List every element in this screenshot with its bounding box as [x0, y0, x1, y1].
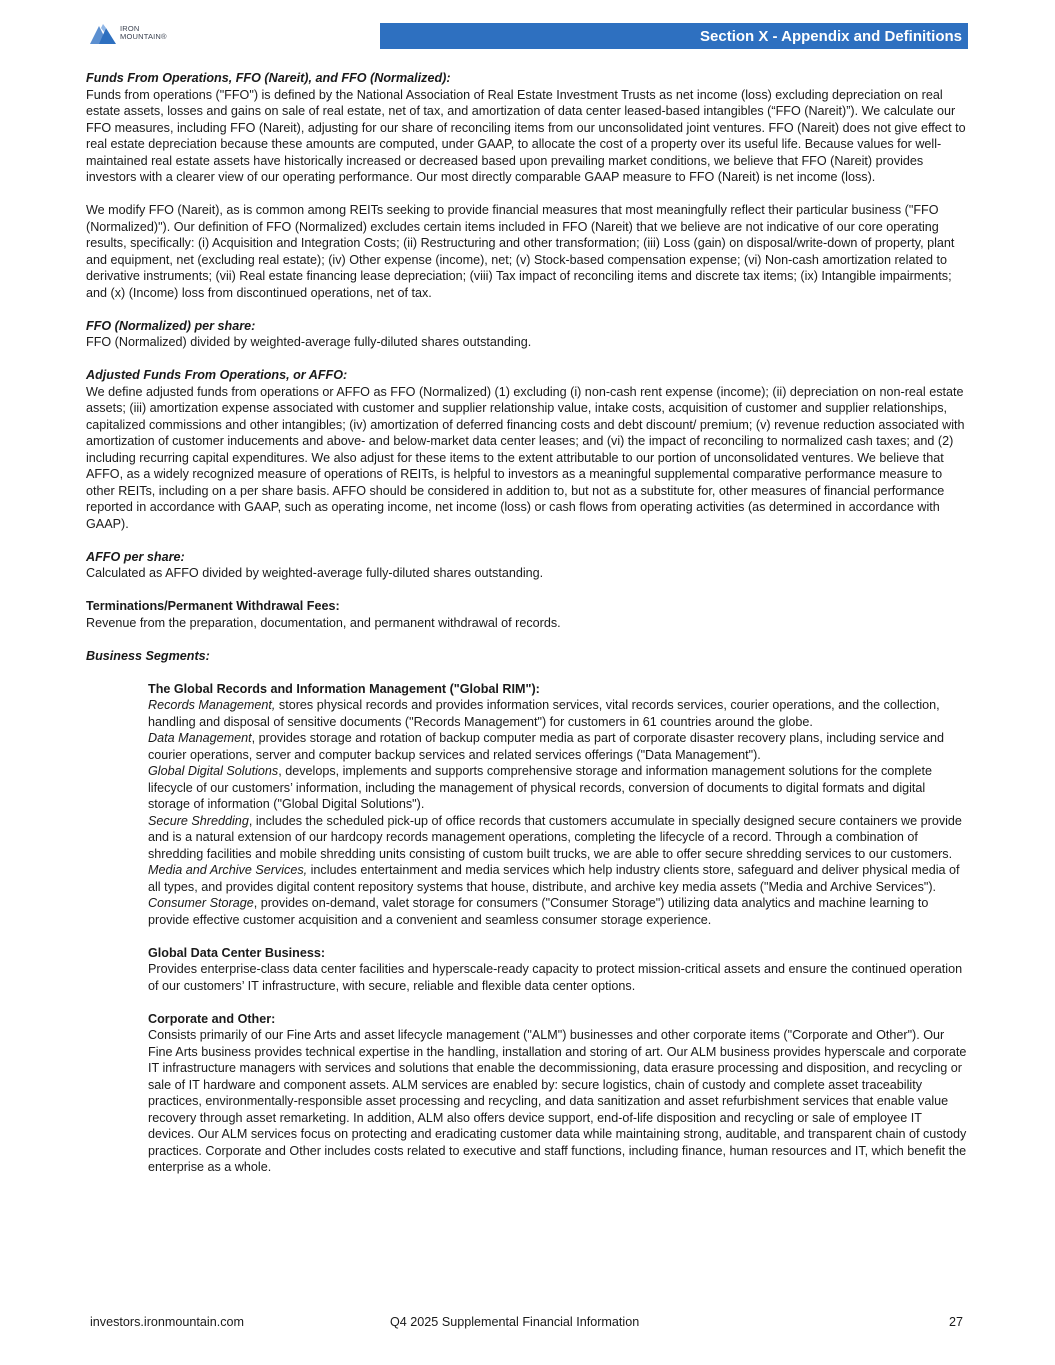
segment-item-name: Data Management: [148, 731, 252, 745]
logo-line-1: IRON: [120, 24, 140, 33]
segment-item-name: Media and Archive Services,: [148, 863, 308, 877]
footer-report-title: Q4 2025 Supplemental Financial Information: [390, 1315, 640, 1329]
segment-item-text: includes entertainment and media services which help industry clients store, safeguard and deliver physical media of all types, and provides digital content repository systems that house, distribute, and archive key media assets ("Media and Archive Services").: [148, 863, 960, 894]
segment-item-name: Records Management,: [148, 698, 276, 712]
global-rim-heading: The Global Records and Information Management ("Global RIM"):: [148, 681, 540, 696]
segment-item-records-management: [148, 697, 970, 730]
section-title: Section X - Appendix and Definitions: [700, 27, 962, 45]
segment-item-media-archive: [148, 862, 970, 895]
ffo-paragraph-2: We modify FFO (Nareit), as is common among REITs seeking to provide financial measures that most meaningfully reflect their particular business ("FFO (Normalized)"). Our definition of FFO (Normalized) excludes certain items included in FFO (Nareit) that we believe are not indicative of our core operating results, specifically: (i) Acquisition and Integration Costs; (ii) Restructuring and other transformation; (iii) Loss (gain) on disposal/write-down of property, plant and equipment, net (excluding real estate); (iv) Other expense (income), net; (v) Stock-based compensation expense; (vi) Non-cash amortization related to derivative instruments; (vii) Real estate financing lease depreciation; (viii) Tax impact of reconciling items and discrete tax items; (ix) Intangible impairments; and (x) (Income) loss from discontinued operations, net of tax.: [86, 203, 955, 300]
mountain-logo-icon: [90, 22, 116, 44]
global-rim-section: [86, 681, 970, 1176]
affo-per-share-heading: AFFO per share:: [86, 549, 185, 564]
logo-wordmark: [120, 25, 167, 41]
segment-item-global-digital-solutions: [148, 763, 970, 813]
corporate-heading: Corporate and Other:: [148, 1011, 276, 1026]
segment-item-text: , provides on-demand, valet storage for consumers ("Consumer Storage") utilizing data analytics and machine learning to provide effective customer acquisition and a convenient and seamless consumer storage experience.: [148, 896, 929, 927]
terminations-heading: Terminations/Permanent Withdrawal Fees:: [86, 599, 340, 613]
affo-per-share-text: Calculated as AFFO divided by weighted-average fully-diluted shares outstanding.: [86, 566, 544, 580]
segment-item-text: , provides storage and rotation of backup computer media as part of corporate disaster recovery plans, including service and courier operations, server and computer backup services and related services offerings ("Data Management").: [148, 731, 944, 762]
segment-item-text: , develops, implements and supports comprehensive storage and information management solutions for the complete lifecycle of our customers’ information, including the management of physical records, conversion of documents to digital formats and digital storage of information ("Global Digital Solutions").: [148, 764, 933, 811]
segment-item-text: , includes the scheduled pick-up of office records that customers accumulate in specially designed secure containers we provide and is a natural extension of our hardcopy records management operations, completing the lifecycle of a record. Through a combination of shredding facilities and mobile shredding units consisting of custom built trucks, we are able to offer secure shredding services to our customers.: [148, 813, 962, 861]
segment-item-consumer-storage: [148, 895, 970, 928]
ffo-heading: Funds From Operations, FFO (Nareit), and FFO (Normalized):: [86, 71, 451, 85]
segment-item-secure-shredding: [148, 813, 970, 863]
affo-heading: Adjusted Funds From Operations, or AFFO:: [86, 368, 348, 382]
page-content: [86, 70, 970, 1176]
ffo-paragraph-1: Funds from operations ("FFO") is defined by the National Association of Real Estate Investment Trusts as net income (loss) excluding depreciation on real estate assets, losses and gains on sale of real estate, net of tax, and amortization of data center leased-based intangibles (“FFO (Nareit)”). We calculate our FFO measures, including FFO (Nareit), adjusting for our share of reconciling items from our unconsolidated joint ventures. FFO (Nareit) does not give effect to real estate depreciation because these amounts are computed, under GAAP, to allocate the cost of a property over its useful life. Because values for well-maintained real estate assets have historically increased or decreased based upon prevailing market conditions, we believe that FFO (Nareit) provides investors with a clearer view of our operating performance. Our most directly comparable GAAP measure to FFO (Nareit) is net income (loss).: [86, 87, 966, 184]
segment-item-name: Global Digital Solutions: [148, 764, 279, 778]
company-logo: [90, 20, 167, 46]
data-center-text: Provides enterprise-class data center facilities and hyperscale-ready capacity to protect mission-critical assets and ensure the continued operation of our customers’ IT infrastructure, with secure, reliable and flexible data center options.: [148, 962, 963, 993]
segments-heading: Business Segments:: [86, 648, 210, 663]
segment-item-text: stores physical records and provides information services, vital records services, courier operations, and the collection, handling and disposal of sensitive documents ("Records Management") for customers in 61 countries around the globe.: [148, 698, 940, 729]
ffo-per-share-heading: FFO (Normalized) per share:: [86, 318, 256, 333]
segment-item-data-management: [148, 730, 970, 763]
terminations-text: Revenue from the preparation, documentation, and permanent withdrawal of records.: [86, 615, 561, 630]
logo-line-2: MOUNTAIN®: [120, 32, 167, 41]
ffo-per-share-text: FFO (Normalized) divided by weighted-average fully-diluted shares outstanding.: [86, 335, 532, 349]
segment-item-name: Secure Shredding: [148, 813, 249, 828]
section-title-bar: [380, 23, 968, 49]
corporate-text: Consists primarily of our Fine Arts and asset lifecycle management ("ALM") businesses and other corporate items ("Corporate and Other"). Our Fine Arts business provides technical expertise in the handling, installation and storing of art. Our ALM business provides hyperscale and corporate IT infrastructure managers with services and solutions that enable the decommissioning, data erasure processing and disposition, and recycling or sale of IT hardware and component assets. ALM services are enabled by: secure logistics, chain of custody and complete asset traceability practices, environmentally-responsible asset processing and recycling, and data sanitization and asset refurbishment services that enable value recovery through asset remarketing. In addition, ALM also offers device support, end-of-life disposition and recycling or sale of employee IT devices. Our ALM services focus on protecting and eradicating customer data while maintaining strong, auditable, and transparent chain of custody practices. Corporate and Other includes costs related to executive and staff functions, including finance, human resources and IT, which benefit the enterprise as a whole.: [148, 1028, 967, 1174]
segment-item-name: Consumer Storage: [148, 896, 254, 910]
data-center-heading: Global Data Center Business:: [148, 945, 326, 960]
footer-page-number: 27: [949, 1315, 964, 1329]
affo-text: We define adjusted funds from operations or AFFO as FFO (Normalized) (1) excluding (i) non-cash rent expense (income); (ii) depreciation on non-real estate assets; (iii) amortization expense associated with customer and supplier relationship value, intake costs, acquisition of customer and supplier relationships, capitalized commissions and other intangibles; (iv) amortization of deferred financing costs and debt discount/ premium; (v) revenue reduction associated with amortization of customer inducements and above- and below-market data center leases; and (vi) the impact of reconciling to normalized cash taxes; and (2) including recurring capital expenditures. We also adjust for these items to the extent attributable to our portion of unconsolidated ventures. We believe that AFFO, as a widely recognized measure of operations of REITs, is helpful to investors as a meaningful supplemental comparative performance measure to other REITs, including on a per share basis. AFFO should be considered in addition to, but not as a substitute for, other measures of financial performance reported in accordance with GAAP, such as operating income, net income (loss) or cash flows from operating activities (as determined in accordance with GAAP).: [86, 384, 965, 531]
footer-website: investors.ironmountain.com: [90, 1315, 244, 1329]
